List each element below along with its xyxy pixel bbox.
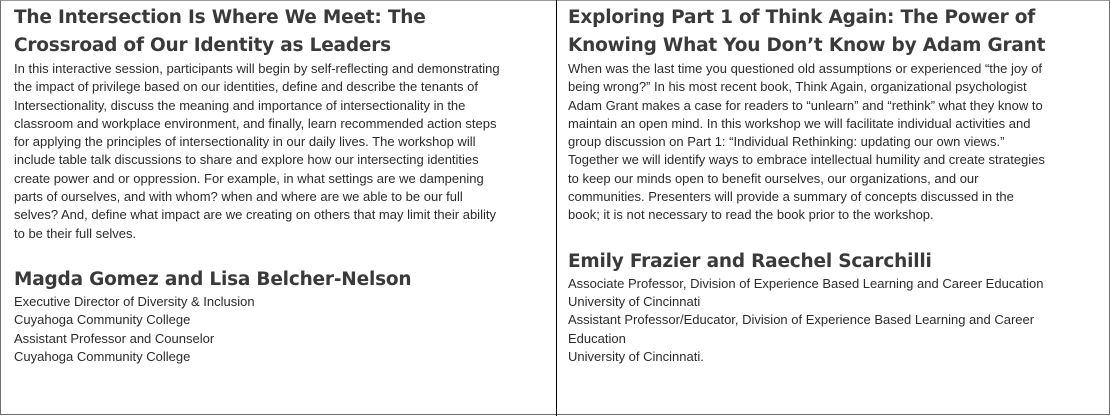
session-right xyxy=(568,4,1108,366)
affiliation-line: Associate Professor, Division of Experience Based Learning and Career Education xyxy=(568,275,1044,291)
session-description: When was the last time you questioned old assumptions or experienced “the joy of being wrong?” In his most recent book, Think Again, organizational psychologist Adam Grant makes a case for readers to “unlearn” and “rethink” what they know to maintain an open mind. In this workshop we will facilitate individual activities and group discussion on Part 1: “Individual Rethinking: updating our own views.” Together we will identify ways to embrace intellectual humility and create strategies to keep our minds open to benefit ourselves, our organizations, and our communities. Presenters will provide a summary of concepts discussed in the book; it is not necessary to read the book prior to the workshop. xyxy=(568,61,1045,223)
presenters-block xyxy=(568,249,1108,366)
session-title-line: Exploring Part 1 of Think Again: The Power of xyxy=(568,7,1036,28)
affiliation-line: Assistant Professor and Counselor xyxy=(14,330,215,346)
presenter-affiliations xyxy=(568,275,1068,366)
affiliation-line: Cuyahoga Community College xyxy=(14,312,191,328)
affiliation-line: University of Cincinnati xyxy=(568,293,701,309)
session-title xyxy=(14,4,554,60)
session-title-line: Knowing What You Don’t Know by Adam Grant xyxy=(568,35,1046,56)
affiliation-line: Executive Director of Diversity & Inclusion xyxy=(14,293,255,309)
presenter-names: Magda Gomez and Lisa Belcher-Nelson xyxy=(14,268,412,290)
session-description: In this interactive session, participants will begin by self-reflecting and demonstrating the impact of privilege based on our identities, define and describe the tenants of Intersectionality, discuss the meaning and importance of intersectionality in the classroom and workplace environment, and finally, learn recommended action steps for applying the principles of intersectionality in our daily lives. The workshop will include table talk discussions to share and explore how our intersecting identities create power and or oppression. For example, in what settings are we dampening parts of ourselves, and with whom? when and where are we able to be our full selves? And, define what impact are we creating on others that may limit their ability to be their full selves. xyxy=(14,61,500,241)
affiliation-line: University of Cincinnati. xyxy=(568,348,704,364)
presenters-block xyxy=(14,267,554,366)
session-left xyxy=(14,4,554,366)
session-title xyxy=(568,4,1108,60)
session-title-line: The Intersection Is Where We Meet: The xyxy=(14,7,426,28)
presenter-affiliations xyxy=(14,293,554,366)
affiliation-line: Cuyahoga Community College xyxy=(14,348,191,364)
column-divider xyxy=(556,0,557,416)
presenter-names: Emily Frazier and Raechel Scarchilli xyxy=(568,250,932,272)
session-title-line: Crossroad of Our Identity as Leaders xyxy=(14,35,391,56)
affiliation-line: Assistant Professor/Educator, Division of Experience Based Learning and Career Education xyxy=(568,312,1035,346)
